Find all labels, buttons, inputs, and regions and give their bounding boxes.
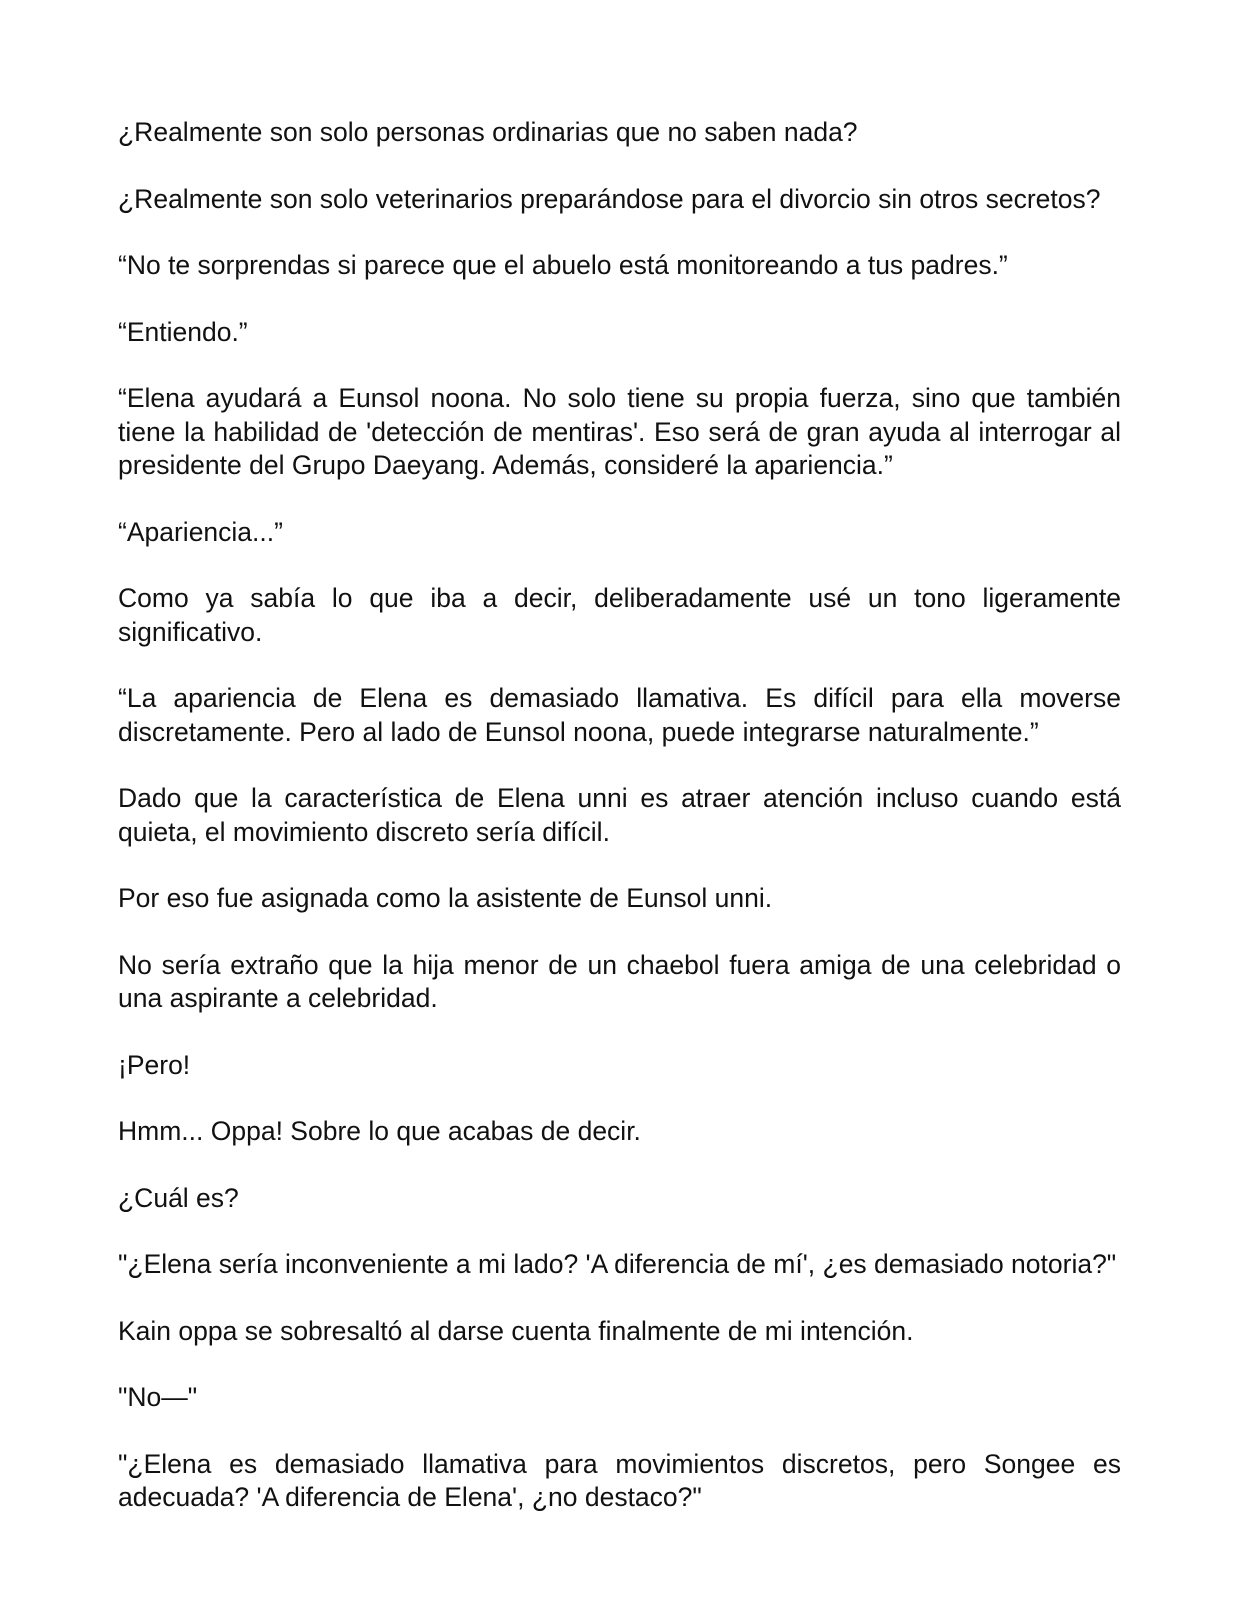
paragraph: ¿Realmente son solo personas ordinarias que no saben nada? [118, 117, 858, 147]
paragraph: Como ya sabía lo que iba a decir, deliberadamente usé un tono ligeramente significativo. [118, 583, 1121, 647]
paragraph: ¿Realmente son solo veterinarios preparándose para el divorcio sin otros secretos? [118, 183, 1101, 214]
paragraph: ¡Pero! [118, 1049, 191, 1080]
paragraph: "No—" [118, 1382, 198, 1412]
paragraph: Kain oppa se sobresaltó al darse cuenta finalmente de mi intención. [118, 1315, 914, 1346]
paragraph: "¿Elena es demasiado llamativa para movimientos discretos, pero Songee es adecuada? 'A diferencia de Elena', ¿no destaco?" [118, 1448, 1121, 1512]
document-body [118, 116, 1121, 1548]
paragraph: “Entiendo.” [118, 316, 248, 347]
paragraph: “Elena ayudará a Eunsol noona. No solo tiene su propia fuerza, sino que también tiene la habilidad de 'detección de mentiras'. Eso será de gran ayuda al interrogar al presidente del Grupo Daeyang. Además, consideré la apariencia.” [118, 383, 1121, 480]
paragraph: Dado que la característica de Elena unni es atraer atención incluso cuando está quieta, el movimiento discreto sería difícil. [118, 783, 1121, 847]
paragraph: “Apariencia...” [118, 516, 283, 547]
paragraph: ¿Cuál es? [118, 1182, 239, 1213]
paragraph: “La apariencia de Elena es demasiado llamativa. Es difícil para ella moverse discretamente. Pero al lado de Eunsol noona, puede integrarse naturalmente.” [118, 683, 1121, 747]
paragraph: Por eso fue asignada como la asistente de Eunsol unni. [118, 883, 773, 913]
paragraph: “No te sorprendas si parece que el abuelo está monitoreando a tus padres.” [118, 250, 1008, 280]
paragraph: No sería extraño que la hija menor de un chaebol fuera amiga de una celebridad o una aspirante a celebridad. [118, 949, 1121, 1013]
paragraph: "¿Elena sería inconveniente a mi lado? 'A diferencia de mí', ¿es demasiado notoria?" [118, 1249, 1117, 1279]
paragraph: Hmm... Oppa! Sobre lo que acabas de decir. [118, 1116, 641, 1146]
